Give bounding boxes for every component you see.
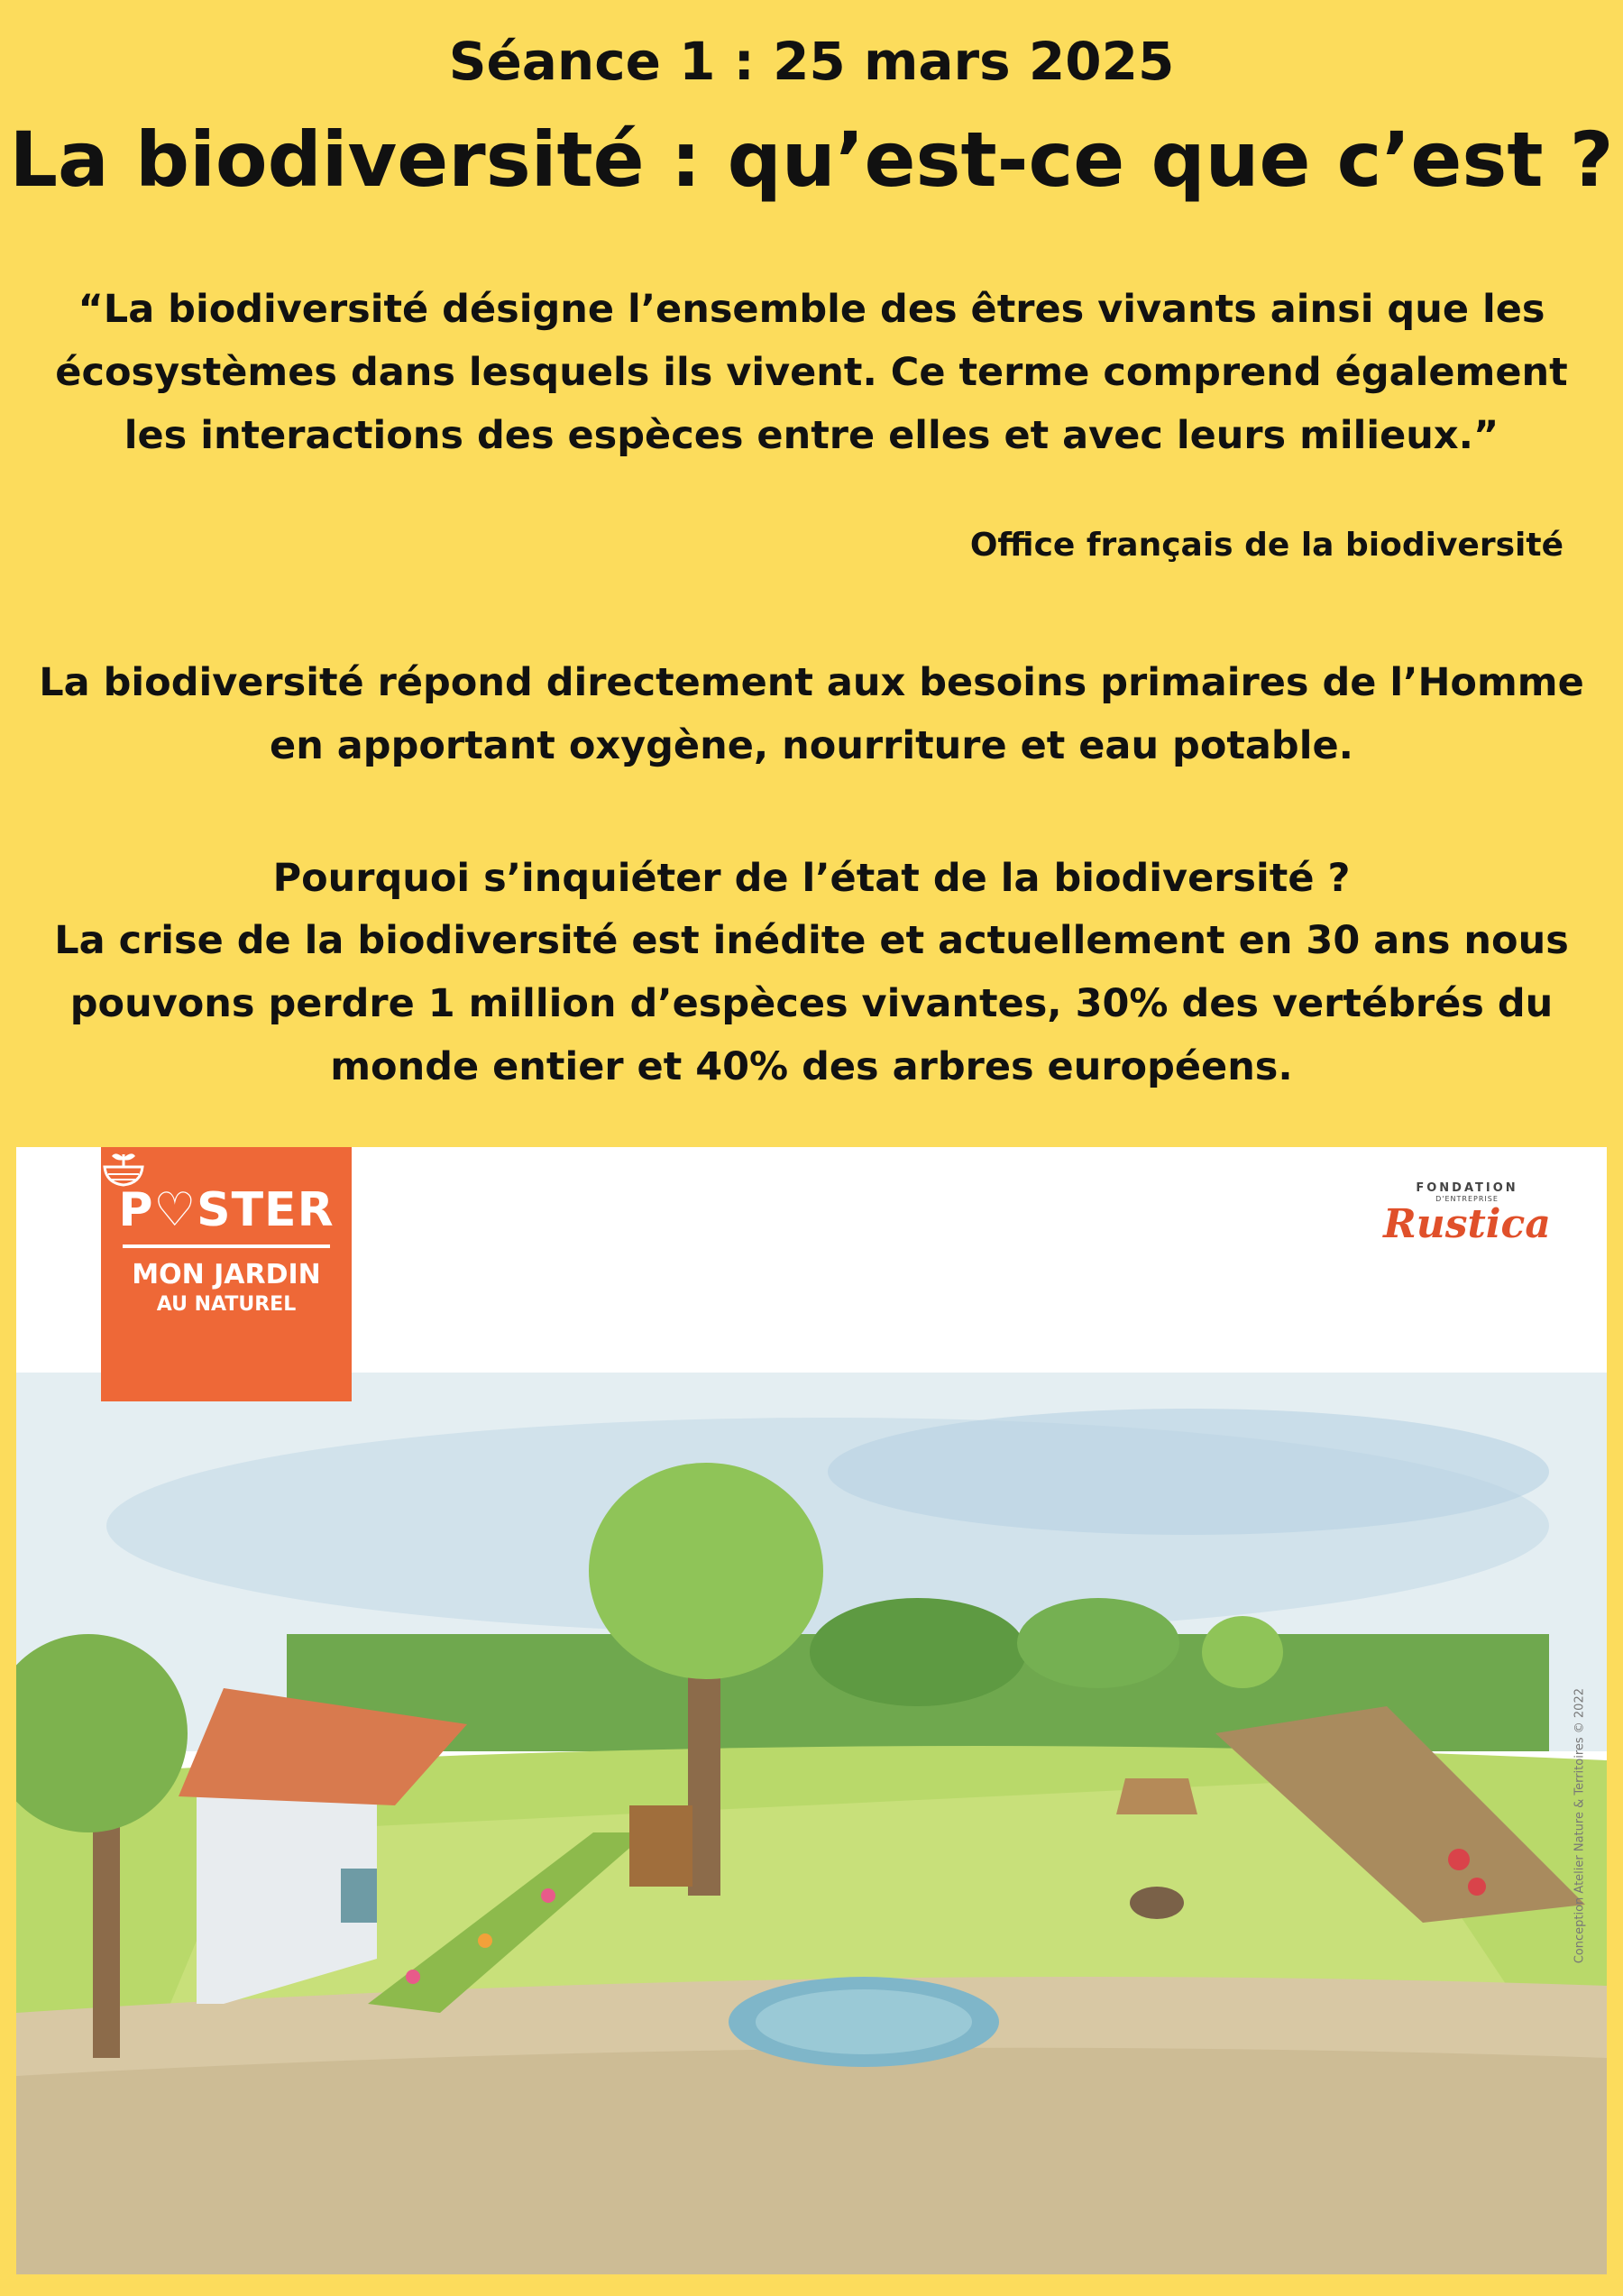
- page-title: La biodiversité : qu’est-ce que c’est ?: [9, 115, 1614, 204]
- quote-source: Office français de la biodiversité: [969, 527, 1563, 564]
- rustica-logo: [1381, 1181, 1553, 1247]
- garden-poster-image: [16, 1147, 1607, 2274]
- poster-credit: Conception Atelier Nature & Territoires © 2022: [1573, 1688, 1586, 1964]
- logo-line-1: MON JARDIN: [132, 1259, 321, 1290]
- session-date: Séance 1 : 25 mars 2025: [448, 31, 1175, 92]
- foundation-name: Rustica: [1383, 1201, 1551, 1247]
- logo-poster-text: P♡STER: [118, 1183, 335, 1237]
- sprout-icon: [101, 1147, 146, 1187]
- definition-quote: “La biodiversité désigne l’ensemble des êtres vivants ainsi que les écosystèmes dans lesquels ils vivent. Ce terme comprend également les interactions des espèces entre elles et avec leurs milieux.”: [55, 287, 1568, 458]
- why-question: Pourquoi s’inquiéter de l’état de la biodiversité ?: [272, 856, 1351, 901]
- poster-logo: [101, 1147, 352, 1401]
- foundation-label: FONDATION: [1416, 1181, 1518, 1195]
- needs-paragraph: La biodiversité répond directement aux besoins primaires de l’Homme en apportant oxygène, nourriture et eau potable.: [39, 660, 1584, 768]
- why-answer: La crise de la biodiversité est inédite et actuellement en 30 ans nous pouvons perdre 1 million d’espèces vivantes, 30% des vertébrés du monde entier et 40% des arbres européens.: [54, 918, 1569, 1089]
- logo-line-2: AU NATUREL: [156, 1293, 297, 1316]
- logo-divider: [123, 1244, 330, 1248]
- foundation-sublabel: D'ENTREPRISE: [1435, 1195, 1499, 1203]
